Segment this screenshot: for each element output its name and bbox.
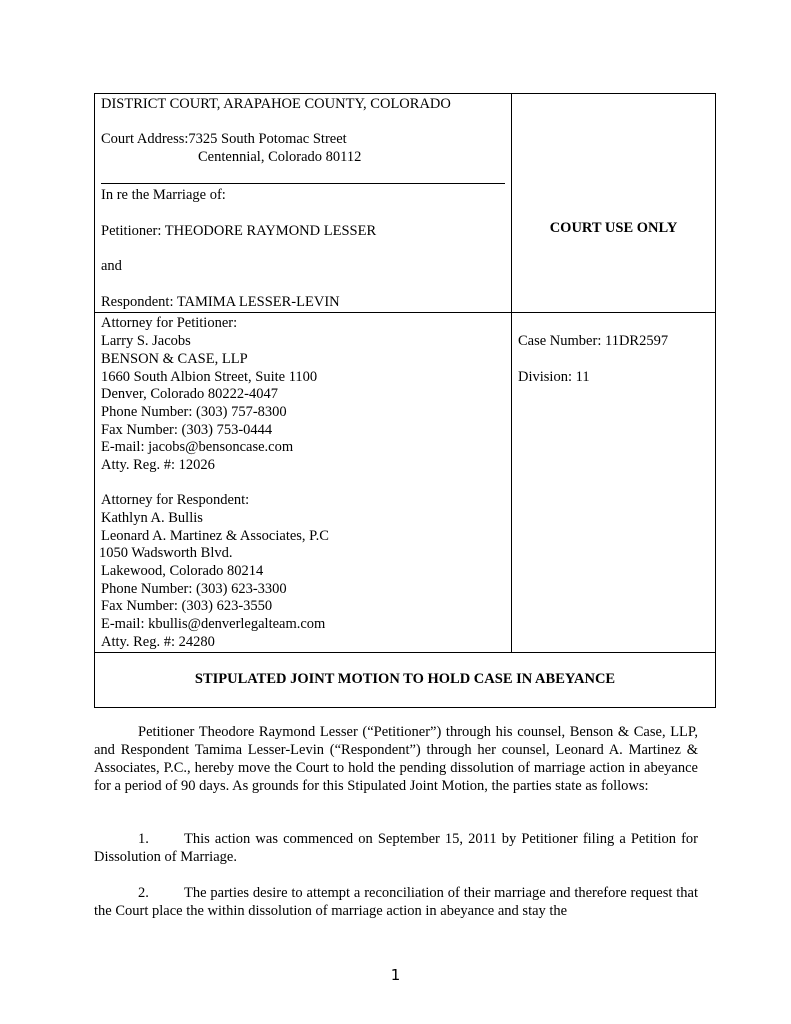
attorney-line: Larry S. Jacobs bbox=[101, 333, 191, 349]
attorney-line: Fax Number: (303) 753-0444 bbox=[101, 422, 273, 438]
attorney-line: 1660 South Albion Street, Suite 1100 bbox=[101, 369, 318, 385]
caption-row-parties bbox=[95, 94, 715, 313]
attorney-line: Atty. Reg. #: 12026 bbox=[101, 457, 215, 473]
attorney-line: Kathlyn A. Bullis bbox=[101, 510, 203, 526]
attorney-line: BENSON & CASE, LLP bbox=[101, 351, 248, 367]
paragraph-text: The parties desire to attempt a reconciliation of their marriage and therefore request that the Court place the within dissolution of marriage action in abeyance and stay the bbox=[94, 885, 698, 919]
attorney-line: Fax Number: (303) 623-3550 bbox=[101, 598, 273, 614]
numbered-paragraph-1 bbox=[94, 830, 698, 866]
attorneys-cell bbox=[95, 313, 512, 652]
attorney-line: E-mail: kbullis@denverlegalteam.com bbox=[101, 616, 326, 632]
court-use-cell bbox=[512, 94, 715, 312]
court-address-line1: Court Address:7325 South Potomac Street bbox=[101, 131, 347, 147]
attorney-line: Phone Number: (303) 757-8300 bbox=[101, 404, 287, 420]
divider-rule bbox=[101, 183, 505, 184]
attorney-line: 1050 Wadsworth Blvd. bbox=[99, 545, 233, 561]
attorney-line: Phone Number: (303) 623-3300 bbox=[101, 581, 287, 597]
court-name: DISTRICT COURT, ARAPAHOE COUNTY, COLORADO bbox=[101, 96, 451, 112]
court-address-line2: Centennial, Colorado 80112 bbox=[198, 149, 362, 165]
court-use-only-label: COURT USE ONLY bbox=[549, 220, 678, 236]
attorney-line: Leonard A. Martinez & Associates, P.C bbox=[101, 528, 329, 544]
paragraph-text: This action was commenced on September 15, 2011 by Petitioner filing a Petition for Dissolution of Marriage. bbox=[94, 831, 698, 865]
intro-paragraph: Petitioner Theodore Raymond Lesser (“Petitioner”) through his counsel, Benson & Case, LLP, and Respondent Tamima Lesser-Levin (“Respondent”) through her counsel, Leonard A. Martinez & Associates, P.C., hereby move the Court to hold the pending dissolution of marriage action in abeyance for a period of 90 days. As grounds for this Stipulated Joint Motion, the parties state as follows: bbox=[94, 724, 698, 794]
attorney-line: Attorney for Respondent: bbox=[101, 492, 250, 508]
page-number: 1 bbox=[390, 966, 401, 984]
attorney-line: Lakewood, Colorado 80214 bbox=[101, 563, 264, 579]
paragraph-number: 2. bbox=[138, 885, 149, 901]
document-title: STIPULATED JOINT MOTION TO HOLD CASE IN ABEYANCE bbox=[194, 671, 616, 687]
division: Division: 11 bbox=[518, 369, 590, 385]
parties-cell bbox=[95, 94, 512, 312]
paragraph-number: 1. bbox=[138, 831, 149, 847]
attorney-line: Attorney for Petitioner: bbox=[101, 315, 238, 331]
case-caption-table bbox=[94, 93, 716, 708]
respondent-name: Respondent: TAMIMA LESSER-LEVIN bbox=[101, 294, 340, 310]
caption-row-attorneys bbox=[95, 313, 715, 653]
attorney-line: E-mail: jacobs@bensoncase.com bbox=[101, 439, 294, 455]
in-re-label: In re the Marriage of: bbox=[101, 187, 226, 203]
case-info-cell bbox=[512, 313, 715, 652]
numbered-paragraph-2 bbox=[94, 884, 698, 920]
caption-row-title bbox=[95, 653, 715, 707]
petitioner-name: Petitioner: THEODORE RAYMOND LESSER bbox=[101, 223, 377, 239]
case-number: Case Number: 11DR2597 bbox=[518, 333, 669, 349]
attorney-line: Denver, Colorado 80222-4047 bbox=[101, 386, 279, 402]
and-label: and bbox=[101, 258, 122, 274]
attorney-line: Atty. Reg. #: 24280 bbox=[101, 634, 215, 650]
